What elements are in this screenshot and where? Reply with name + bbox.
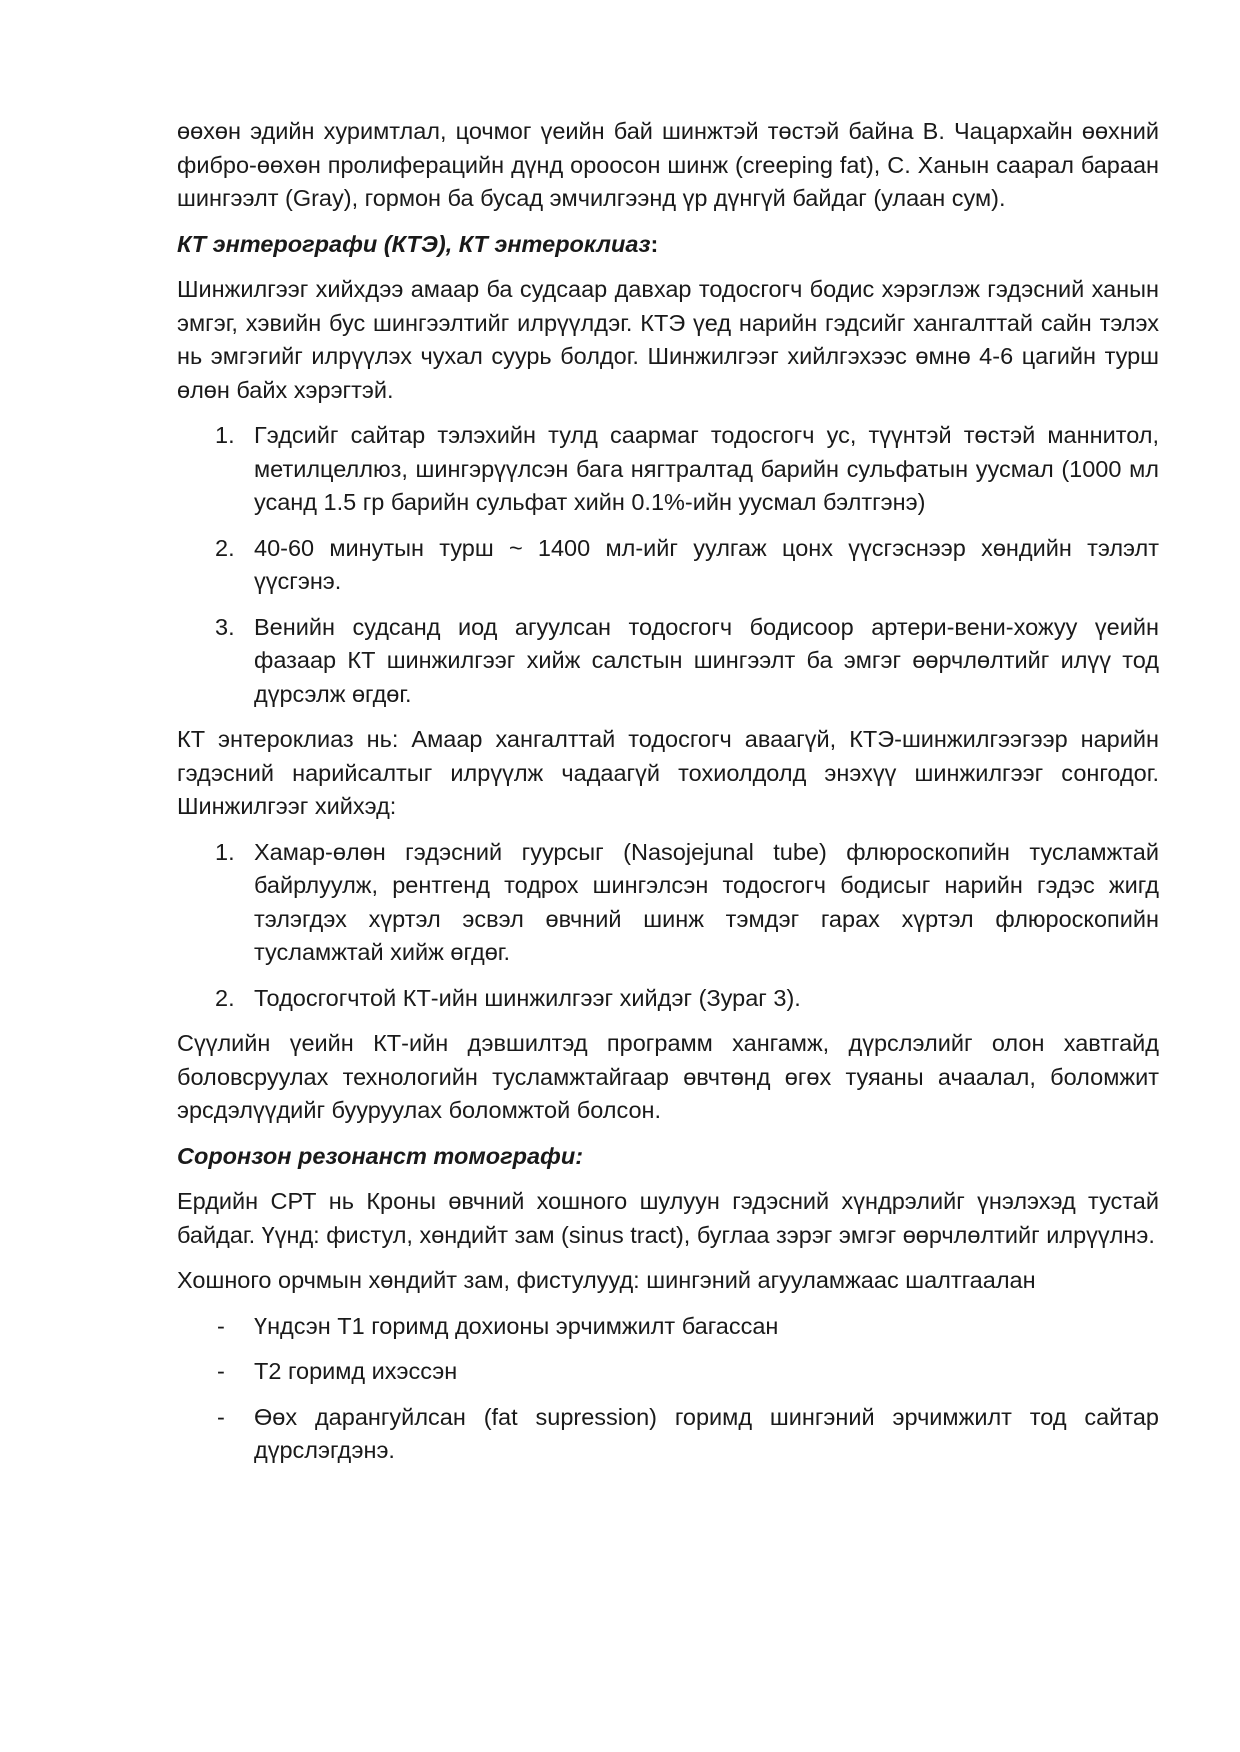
paragraph-figure-caption-continued: өөхөн эдийн хуримтлал, цочмог үеийн бай шинжтэй төстэй байна B. Чацархайн өөхний фибро-өөхөн пролиферацийн дүнд ороосон шинж (creeping fat), C. Ханын саарал бараан шингээлт (Gray), гормон ба бусад эмчилгээнд үр дүнгүй байдаг (улаан сум). (177, 118, 1159, 211)
list-item (177, 532, 1159, 599)
heading-ct-enterography-text: КТ энтерографи (КТЭ), КТ энтероклиаз (177, 230, 651, 257)
list-marker: 1. (215, 838, 235, 865)
list-marker: 2. (215, 534, 235, 561)
list-item (177, 982, 1159, 1016)
list-item-text: 40-60 минутын турш ~ 1400 мл-ийг уулгаж цонх үүсгэснээр хөндийн тэлэлт үүсгэнэ. (254, 534, 1159, 594)
list-item (177, 611, 1159, 712)
heading-colon: : (650, 230, 659, 257)
list-item-text: Өөх дарангуйлсан (fat supression) горимд шингэний эрчимжилт тод сайтар дүрслэгдэнэ. (254, 1403, 1159, 1463)
list-marker: 2. (215, 984, 235, 1011)
list-marker: - (217, 1358, 225, 1384)
numbered-list-cte-steps (177, 419, 1159, 711)
paragraph-cte-description: Шинжилгээг хийхдээ амаар ба судсаар давхар тодосгогч бодис хэрэглэж гэдэсний ханын эмгэг, хэвийн бус шингээлтийг илрүүлдэг. КТЭ үед нарийн гэдсийг хангалттай сайн тэлэх нь эмгэгийг илрүүлэх чухал суурь болдог. Шинжилгээг хийлгэхээс өмнө 4-6 цагийн турш өлөн байх хэрэгтэй. (177, 276, 1159, 403)
paragraph-fistula-intro: Хошного орчмын хөндийт зам, фистулууд: шингэний агууламжаас шалтгаалан (177, 1267, 1036, 1293)
paragraph-ct-advances: Сүүлийн үеийн КТ-ийн дэвшилтэд программ хангамж, дүрслэлийг олон хавтгайд боловсруулах технологийн тусламжтайгаар өвчтөнд өгөх туяаны ачаалал, боломжит эрсдэлүүдийг бууруулах боломжтой болсон. (177, 1030, 1159, 1123)
list-item-text: Гэдсийг сайтар тэлэхийн тулд саармаг тодосгогч ус, түүнтэй төстэй маннитол, метилцеллюз, шингэрүүлсэн бага нягтралтад барийн сульфатын уусмал (1000 мл усанд 1.5 гр барийн сульфат хийн 0.1%-ийн уусмал бэлтгэнэ) (254, 422, 1159, 515)
list-marker: - (217, 1403, 225, 1430)
list-item-text: Хамар-өлөн гэдэсний гуурсыг (Nasojejunal tube) флюроскопийн тусламжтай байрлуулж, рентгенд тодрох шингэлсэн тодосгогч бодисыг нарийн гэдэс жигд тэлэгдэх хүртэл эсвэл өвчний шинж тэмдэг гарах хүртэл флюроскопийн тусламжтай хийж өгдөг. (254, 838, 1159, 965)
list-item (177, 419, 1159, 520)
paragraph-mri-description: Ердийн СРТ нь Кроны өвчний хошного шулуун гэдэсний хүндрэлийг үнэлэхэд тустай байдаг. Үүнд: фистул, хөндийт зам (sinus tract), буглаа зэрэг эмгэг өөрчлөлтийг илрүүлнэ. (177, 1188, 1159, 1248)
list-item-text: Т2 горимд ихэссэн (254, 1358, 458, 1384)
list-item-text: Үндсэн Т1 горимд дохионы эрчимжилт багассан (254, 1312, 779, 1339)
list-item (177, 1401, 1159, 1468)
bullet-list-mri-signals (177, 1310, 1159, 1468)
list-item-text: Тодосгогчтой КТ-ийн шинжилгээг хийдэг (Зураг 3). (254, 984, 801, 1011)
list-marker: 3. (215, 613, 235, 640)
heading-mri: Соронзон резонанст томографи: (177, 1142, 584, 1169)
list-marker: - (217, 1312, 225, 1339)
document-page (177, 115, 1159, 1480)
list-item (177, 836, 1159, 970)
list-item-text: Венийн судсанд иод агуулсан тодосгогч бодисоор артери-вени-хожуу үеийн фазаар КТ шинжилгээг хийж салстын шингээлт ба эмгэг өөрчлөлтийг илүү тод дүрсэлж өгдөг. (254, 613, 1159, 707)
heading-ct-enterography (177, 228, 1159, 262)
list-marker: 1. (215, 422, 235, 448)
paragraph-ct-enteroclysis: КТ энтероклиаз нь: Амаар хангалттай тодосгогч аваагүй, КТЭ-шинжилгээгээр нарийн гэдэсний нарийсалтыг илрүүлж чадаагүй тохиолдолд энэхүү шинжилгээг сонгодог. Шинжилгээг хийхэд: (177, 726, 1159, 819)
list-item (177, 1355, 1159, 1389)
list-item (177, 1310, 1159, 1344)
numbered-list-enteroclysis-steps (177, 836, 1159, 1016)
